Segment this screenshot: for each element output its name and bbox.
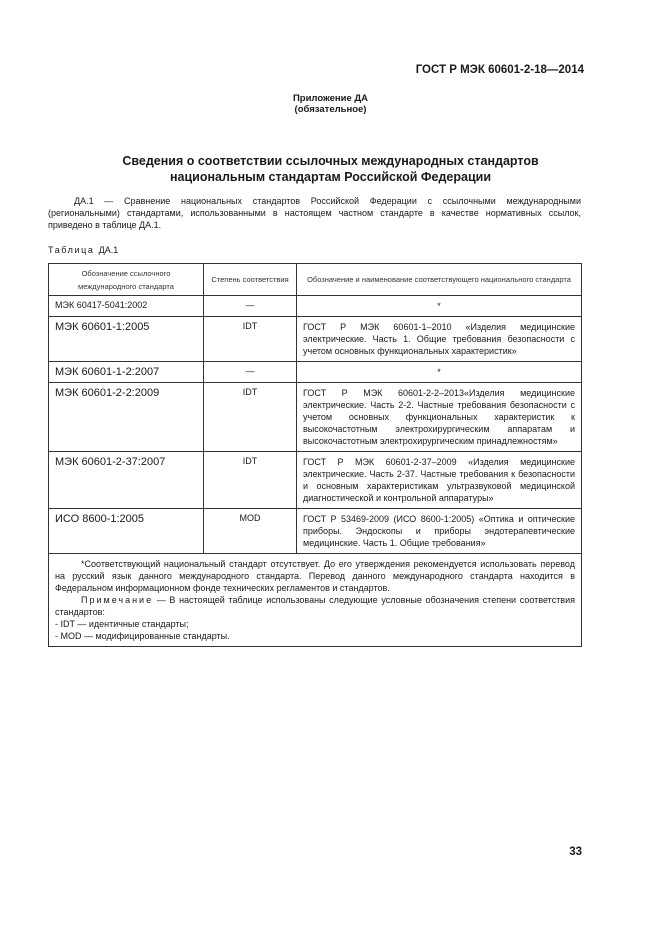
header-national-standard: Обозначение и наименование соответствующего национального стандарта bbox=[297, 264, 582, 296]
cell-intl: МЭК 60601-2-2:2009 bbox=[49, 383, 204, 452]
table-row bbox=[49, 452, 582, 509]
section-title-line1: Сведения о соответствии ссылочных международных стандартов bbox=[122, 154, 539, 168]
comparison-table bbox=[48, 263, 582, 647]
table-caption-number: ДА.1 bbox=[98, 245, 119, 255]
cell-intl: ИСО 8600-1:2005 bbox=[49, 509, 204, 554]
cell-degree: — bbox=[204, 296, 297, 317]
cell-degree: — bbox=[204, 362, 297, 383]
table-footer-row bbox=[49, 554, 582, 647]
section-title bbox=[40, 153, 621, 185]
note-text: — В настоящей таблице использованы следующие условные обозначения степени соответствия стандартов: bbox=[55, 595, 575, 617]
footnote-text: *Соответствующий национальный стандарт отсутствует. До его утверждения рекомендуется использовать перевод на русский язык данного международного стандарта. Перевод данного международного стандарта находится в Федеральном информационном фонде технических регламентов и стандартов. bbox=[55, 559, 575, 593]
cell-intl: МЭК 60417-5041:2002 bbox=[49, 296, 204, 317]
table-row bbox=[49, 509, 582, 554]
table-row bbox=[49, 383, 582, 452]
cell-degree: IDT bbox=[204, 317, 297, 362]
appendix-title: Приложение ДА bbox=[292, 93, 369, 104]
cell-degree: MOD bbox=[204, 509, 297, 554]
table-footnote-cell bbox=[49, 554, 582, 647]
header-degree: Степень соответствия bbox=[204, 264, 297, 296]
section-title-line2: национальным стандартам Российской Федерации bbox=[169, 170, 492, 184]
cell-degree: IDT bbox=[204, 452, 297, 509]
intro-paragraph: ДА.1 — Сравнение национальных стандартов Российской Федерации с ссылочными международными (региональными) стандартами, использованными в настоящем частном стандарте в качестве нормативных ссылок, приведено в таблице ДА.1. bbox=[48, 196, 581, 230]
cell-national: ГОСТ Р МЭК 60601-2-2–2013«Изделия медицинские электрические. Часть 2-2. Частные требования безопасности с учетом основных функциональных характеристик к высокочастотным электрохирургическим аппаратам и высокочастотным электрохирургическим принадлежностям» bbox=[297, 383, 582, 452]
page-number: 33 bbox=[569, 846, 582, 858]
cell-national: ГОСТ Р МЭК 60601-2-37–2009 «Изделия медицинские электрические. Часть 2-37. Частные требования к безопасности и основным характеристикам ультразвуковой медицинской диагностической и контрольной аппаратуры» bbox=[297, 452, 582, 509]
table-row bbox=[49, 317, 582, 362]
table-caption bbox=[48, 245, 118, 255]
legend-mod: - MOD — модифицированные стандарты. bbox=[55, 631, 230, 641]
header-intl-standard: Обозначение ссылочного международного стандарта bbox=[49, 264, 204, 296]
cell-intl: МЭК 60601-1-2:2007 bbox=[49, 362, 204, 383]
cell-national: ГОСТ Р 53469-2009 (ИСО 8600-1:2005) «Оптика и оптические приборы. Эндоскопы и приборы эндотерапевтические медицинские. Часть 1. Общие требования» bbox=[297, 509, 582, 554]
table-caption-word: Таблица bbox=[48, 245, 95, 255]
table-row bbox=[49, 296, 582, 317]
table-header-row bbox=[49, 264, 582, 296]
note-word: Примечание bbox=[81, 595, 154, 605]
cell-intl: МЭК 60601-1:2005 bbox=[49, 317, 204, 362]
cell-degree: IDT bbox=[204, 383, 297, 452]
appendix-note: (обязательное) bbox=[294, 104, 367, 115]
cell-national: * bbox=[297, 362, 582, 383]
cell-national: * bbox=[297, 296, 582, 317]
note-paragraph bbox=[55, 594, 575, 618]
legend-idt: - IDT — идентичные стандарты; bbox=[55, 619, 189, 629]
cell-national: ГОСТ Р МЭК 60601-1–2010 «Изделия медицинские электрические. Часть 1. Общие требования безопасности с учетом основных функциональных характеристик» bbox=[297, 317, 582, 362]
table-row bbox=[49, 362, 582, 383]
cell-intl: МЭК 60601-2-37:2007 bbox=[49, 452, 204, 509]
document-code: ГОСТ Р МЭК 60601-2-18—2014 bbox=[415, 64, 584, 76]
